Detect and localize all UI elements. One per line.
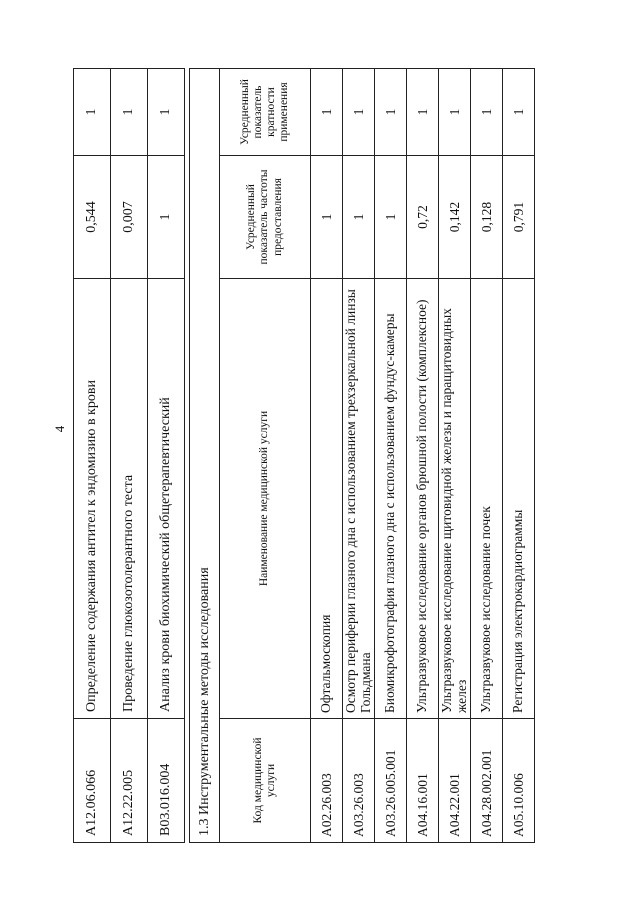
table-row [343,69,375,843]
service-name: Проведение глюкозотолерантного теста [111,279,148,719]
header-multiplicity: Усредненный показатель кратности применения [220,69,311,156]
table-row [148,69,185,843]
service-name: Офтальмоскопия [311,279,343,719]
service-code: A03.26.005.001 [375,719,407,843]
multiplicity-value: 1 [375,69,407,156]
service-name: Осмотр периферии глазного дна с использованием трехзеркальной линзы Гольдмана [343,279,375,719]
service-name: Ультразвуковое исследование щитовидной железы и паращитовидных желез [439,279,471,719]
multiplicity-value: 1 [111,69,148,156]
frequency-value: 0,007 [111,156,148,279]
table-row [311,69,343,843]
service-code: A02.26.003 [311,719,343,843]
table-row [503,69,535,843]
table-row [375,69,407,843]
frequency-value: 0,142 [439,156,471,279]
service-name: Ультразвуковое исследование органов брюшной полости (комплексное) [407,279,439,719]
service-name: Анализ крови биохимический общетерапевтический [148,279,185,719]
service-code: A04.22.001 [439,719,471,843]
frequency-value: 0,72 [407,156,439,279]
service-code: A12.22.005 [111,719,148,843]
instrumental-methods-table [189,68,535,843]
frequency-value: 0,544 [74,156,111,279]
header-name: Наименование медицинской услуги [220,279,311,719]
multiplicity-value: 1 [343,69,375,156]
service-code: A04.16.001 [407,719,439,843]
multiplicity-value: 1 [74,69,111,156]
page-number: 4 [52,425,67,433]
service-name: Биомикрофотография глазного дна с использованием фундус-камеры [375,279,407,719]
multiplicity-value: 1 [503,69,535,156]
table-row [471,69,503,843]
frequency-value: 0,791 [503,156,535,279]
header-row [220,69,311,843]
table-row [74,69,111,843]
service-code: B03.016.004 [148,719,185,843]
multiplicity-value: 1 [471,69,503,156]
section-title: 1.3 Инструментальные методы исследования [190,69,220,843]
table-row [439,69,471,843]
frequency-value: 1 [343,156,375,279]
header-code: Код медицинской услуги [220,719,311,843]
table-row [111,69,148,843]
service-name: Регистрация электрокардиограммы [503,279,535,719]
table-body [311,69,535,843]
service-code: A05.10.006 [503,719,535,843]
multiplicity-value: 1 [311,69,343,156]
services-table-continued [73,68,185,843]
multiplicity-value: 1 [439,69,471,156]
frequency-value: 1 [148,156,185,279]
multiplicity-value: 1 [407,69,439,156]
frequency-value: 1 [375,156,407,279]
service-name: Определение содержания антител к эндомизию в крови [74,279,111,719]
header-frequency: Усредненный показатель частоты предоставления [220,156,311,279]
frequency-value: 0,128 [471,156,503,279]
multiplicity-value: 1 [148,69,185,156]
table-row [407,69,439,843]
frequency-value: 1 [311,156,343,279]
service-code: A03.26.003 [343,719,375,843]
service-code: A12.06.066 [74,719,111,843]
table-body [74,69,185,843]
service-name: Ультразвуковое исследование почек [471,279,503,719]
service-code: A04.28.002.001 [471,719,503,843]
